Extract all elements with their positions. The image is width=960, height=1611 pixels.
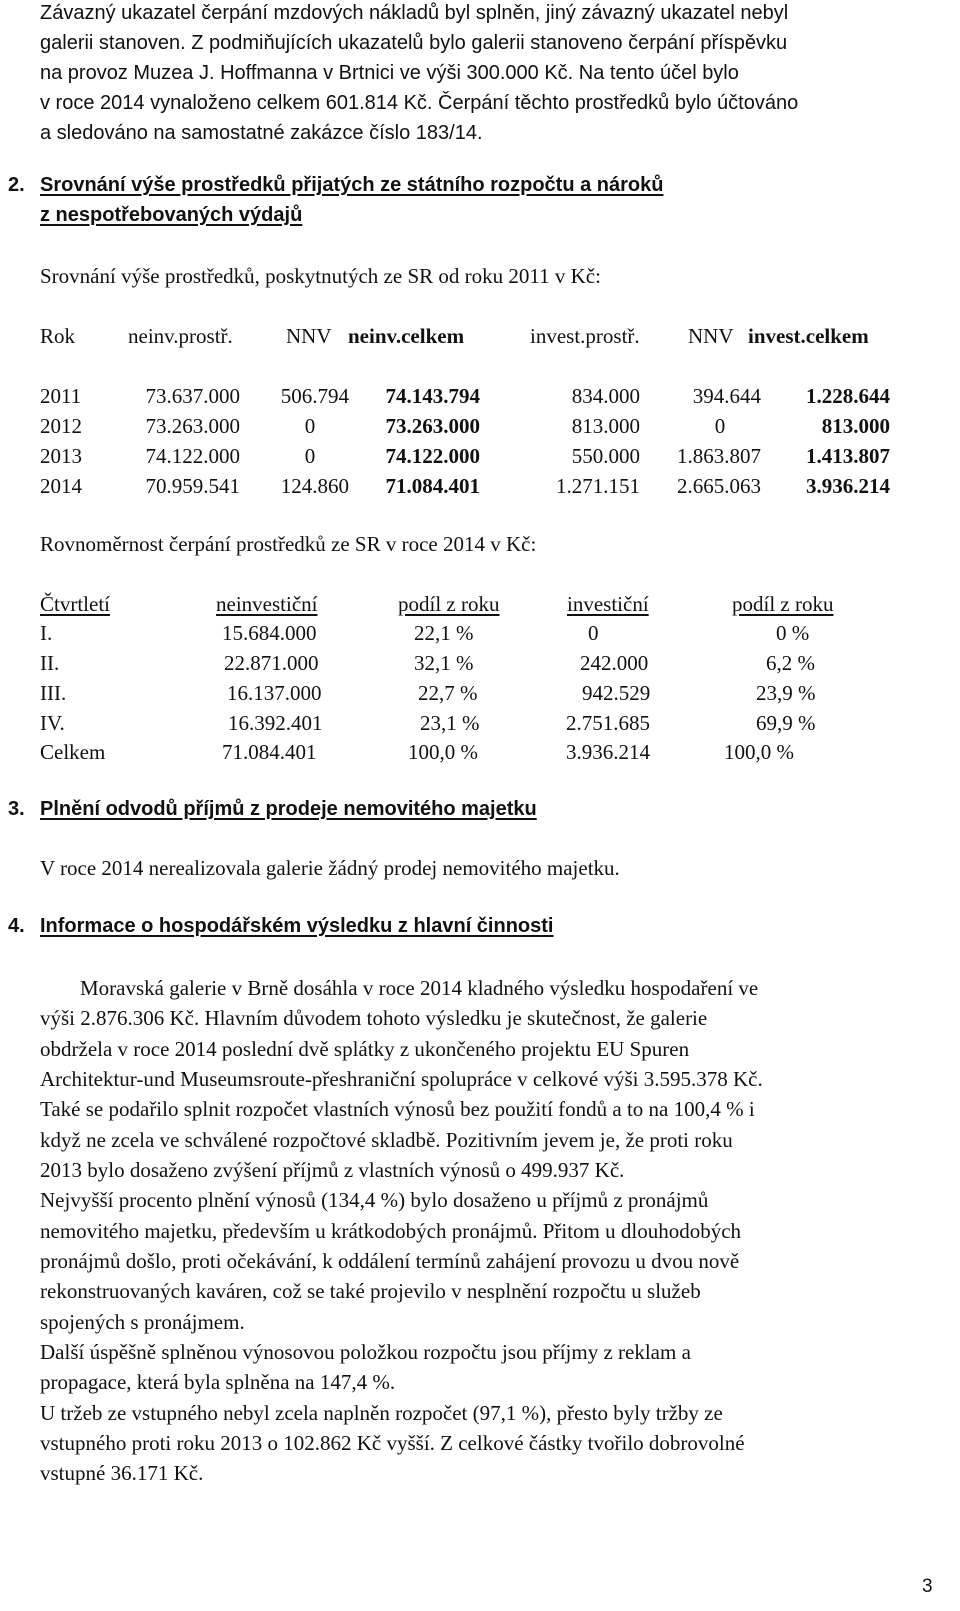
- table-cell: 100,0 %: [724, 740, 794, 764]
- table-cell: II.: [40, 651, 60, 675]
- table-cell: 22,1 %: [414, 621, 474, 645]
- table-cell: 100,0 %: [408, 740, 478, 764]
- table-cell: 74.143.794: [385, 384, 480, 408]
- table-cell: 0: [304, 444, 316, 468]
- paragraph-line: propagace, která byla splněna na 147,4 %.: [40, 1370, 396, 1394]
- table1-header-cell: NNV: [688, 324, 734, 348]
- table-cell: 3.936.214: [806, 474, 890, 498]
- table1-header-cell: Rok: [40, 324, 76, 348]
- table-cell: 3.936.214: [566, 740, 650, 764]
- table-cell: 22,7 %: [418, 681, 478, 705]
- table-cell: 69,9 %: [756, 711, 816, 735]
- table-cell: 23,9 %: [756, 681, 816, 705]
- table1-header-cell: invest.prostř.: [530, 324, 640, 348]
- paragraph-line: výši 2.876.306 Kč. Hlavním důvodem tohoto výsledku je skutečnost, že galerie: [40, 1006, 708, 1030]
- table-cell: 506.794: [280, 384, 349, 408]
- table-cell: 22.871.000: [224, 651, 319, 675]
- table-cell: I.: [40, 621, 53, 645]
- table-cell: 23,1 %: [420, 711, 480, 735]
- paragraph-line: rekonstruovaných kaváren, což se také projevilo v nesplnění rozpočtu u služeb: [40, 1279, 701, 1303]
- table-cell: 813.000: [821, 414, 890, 438]
- table-cell: 70.959.541: [145, 474, 240, 498]
- table1-header-cell: neinv.celkem: [348, 324, 465, 348]
- paragraph-line: obdržela v roce 2014 poslední dvě splátky z ukončeného projektu EU Spuren: [40, 1037, 690, 1061]
- paragraph-line: 2013 bylo dosaženo zvýšení příjmů z vlastních výnosů o 499.937 Kč.: [40, 1158, 625, 1182]
- intro-line: galerii stanoven. Z podmiňujících ukazatelů bylo galerii stanoveno čerpání příspěvku: [40, 32, 788, 54]
- paragraph-line: vstupného proti roku 2013 o 102.862 Kč vyšší. Z celkové částky tvořilo dobrovolné: [40, 1431, 745, 1455]
- paragraph-line: nemovitého majetku, především u krátkodobých pronájmů. Přitom u dlouhodobých: [40, 1219, 742, 1243]
- intro-line: a sledováno na samostatné zakázce číslo 183/14.: [40, 122, 483, 144]
- table-cell: 71.084.401: [222, 740, 317, 764]
- table-cell: 74.122.000: [385, 444, 480, 468]
- paragraph-line: když ne zcela ve schválené rozpočtové skladbě. Pozitivním jevem je, že proti roku: [40, 1128, 733, 1152]
- table-cell: 1.271.151: [556, 474, 640, 498]
- table2-header-cell: investiční: [567, 592, 649, 616]
- table-cell: 124.860: [280, 474, 349, 498]
- intro-line: v roce 2014 vynaloženo celkem 601.814 Kč. Čerpání těchto prostředků bylo účtováno: [40, 92, 799, 114]
- paragraph-line: vstupné 36.171 Kč.: [40, 1461, 204, 1485]
- table-cell: 2011: [40, 384, 82, 408]
- table-cell: 32,1 %: [414, 651, 474, 675]
- table-cell: 0 %: [776, 621, 810, 645]
- table-cell: 942.529: [582, 681, 651, 705]
- table-cell: IV.: [40, 711, 65, 735]
- table-cell: 15.684.000: [222, 621, 317, 645]
- table-cell: 2014: [40, 474, 82, 498]
- table-cell: III.: [40, 681, 67, 705]
- paragraph-line: Také se podařilo splnit rozpočet vlastních výnosů bez použití fondů a to na 100,4 % i: [40, 1097, 755, 1121]
- table-cell: Celkem: [40, 740, 106, 764]
- section-4-title: Informace o hospodářském výsledku z hlavní činnosti: [40, 915, 554, 937]
- paragraph-line: Moravská galerie v Brně dosáhla v roce 2014 kladného výsledku hospodaření ve: [80, 976, 759, 1000]
- table1-header-cell: invest.celkem: [748, 324, 869, 348]
- section-3-title: Plnění odvodů příjmů z prodeje nemovitého majetku: [40, 798, 537, 820]
- intro-line: Závazný ukazatel čerpání mzdových nákladů byl splněn, jiný závazný ukazatel nebyl: [40, 2, 789, 24]
- table-cell: 6,2 %: [766, 651, 815, 675]
- paragraph-line: Další úspěšně splněnou výnosovou položkou rozpočtu jsou příjmy z reklam a: [40, 1340, 691, 1364]
- paragraph-line: pronájmů došlo, proti očekávání, k oddálení termínů zahájení provozu u dvou nově: [40, 1249, 740, 1273]
- table-cell: 1.413.807: [806, 444, 890, 468]
- section-2-number: 2.: [8, 174, 25, 196]
- table2-header-cell: neinvestiční: [216, 592, 318, 616]
- table-cell: 394.644: [692, 384, 761, 408]
- table-cell: 2012: [40, 414, 82, 438]
- table-cell: 73.263.000: [145, 414, 240, 438]
- table-cell: 1.228.644: [806, 384, 890, 408]
- table-cell: 74.122.000: [145, 444, 240, 468]
- table2-caption: Rovnoměrnost čerpání prostředků ze SR v roce 2014 v Kč:: [40, 532, 537, 556]
- table-cell: 2013: [40, 444, 82, 468]
- table-cell: 16.137.000: [227, 681, 322, 705]
- table-cell: 0: [588, 621, 599, 645]
- table-cell: 0: [714, 414, 726, 438]
- table1-caption: Srovnání výše prostředků, poskytnutých ze SR od roku 2011 v Kč:: [40, 264, 601, 288]
- section-2-title-line1: Srovnání výše prostředků přijatých ze státního rozpočtu a nároků: [40, 174, 664, 196]
- table-cell: 16.392.401: [228, 711, 323, 735]
- table2-header-cell: Čtvrtletí: [40, 592, 110, 616]
- paragraph-line: spojených s pronájmem.: [40, 1310, 245, 1334]
- table2-header-cell: podíl z roku: [732, 592, 834, 616]
- section-4-number: 4.: [8, 915, 25, 937]
- table-cell: 2.665.063: [677, 474, 761, 498]
- table-cell: 834.000: [571, 384, 640, 408]
- table-cell: 0: [304, 414, 316, 438]
- table-cell: 2.751.685: [566, 711, 650, 735]
- table-cell: 73.637.000: [145, 384, 240, 408]
- paragraph-line: U tržeb ze vstupného nebyl zcela naplněn rozpočet (97,1 %), přesto byly tržby ze: [40, 1401, 723, 1425]
- table-cell: 242.000: [580, 651, 649, 675]
- section-3-text: V roce 2014 nerealizovala galerie žádný prodej nemovitého majetku.: [40, 856, 620, 880]
- section-2-title-line2: z nespotřebovaných výdajů: [40, 204, 303, 226]
- table2-header-cell: podíl z roku: [398, 592, 500, 616]
- table-cell: 73.263.000: [385, 414, 480, 438]
- table1-header-cell: NNV: [286, 324, 332, 348]
- page-number: 3: [922, 1576, 933, 1597]
- table1-header-cell: neinv.prostř.: [128, 324, 233, 348]
- section-3-number: 3.: [8, 798, 25, 820]
- intro-line: na provoz Muzea J. Hoffmanna v Brtnici ve výši 300.000 Kč. Na tento účel bylo: [40, 62, 739, 84]
- paragraph-line: Architektur-und Museumsroute-přeshraniční spolupráce v celkové výši 3.595.378 Kč.: [40, 1067, 763, 1091]
- table-cell: 550.000: [571, 444, 640, 468]
- table-cell: 813.000: [571, 414, 640, 438]
- table-cell: 1.863.807: [677, 444, 761, 468]
- paragraph-line: Nejvyšší procento plnění výnosů (134,4 %) bylo dosaženo u příjmů z pronájmů: [40, 1188, 709, 1212]
- table-cell: 71.084.401: [385, 474, 480, 498]
